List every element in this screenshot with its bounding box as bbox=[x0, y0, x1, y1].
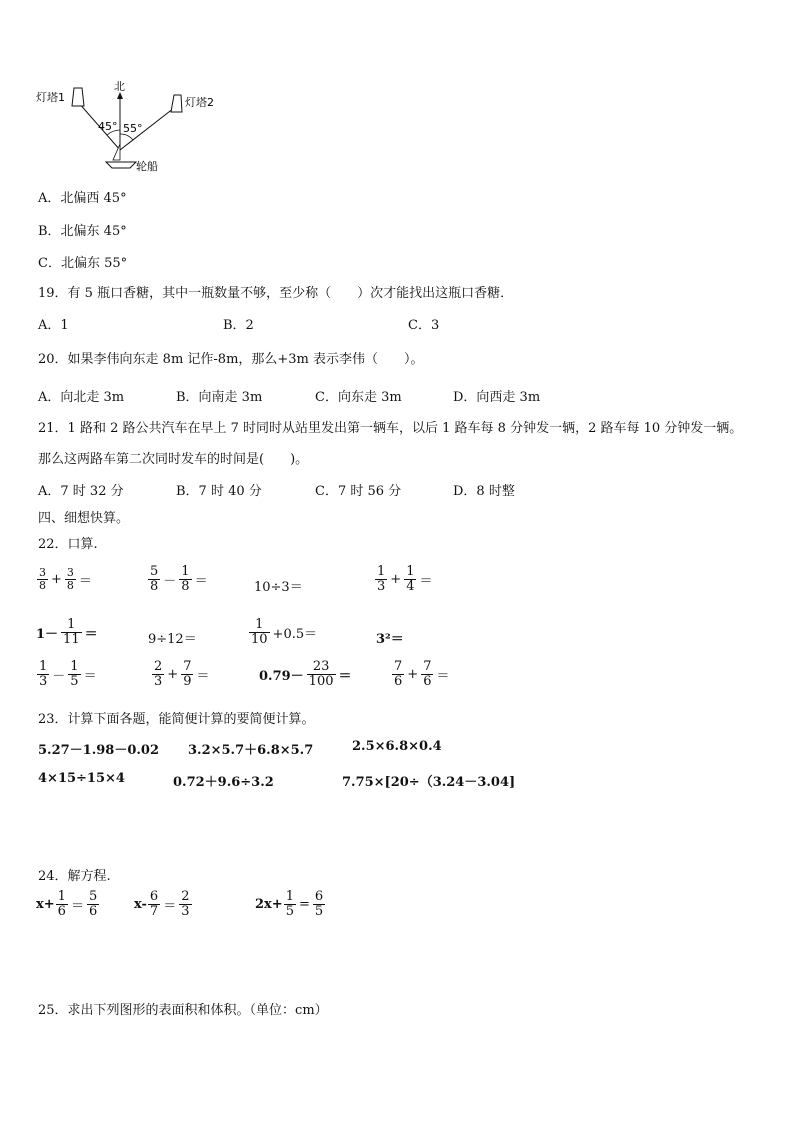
lighthouse1-label: 灯塔1 bbox=[36, 91, 65, 104]
q19-option-a: A．1 bbox=[38, 318, 69, 333]
fraction: $\frac{1}{10}$ bbox=[251, 617, 268, 647]
q20-option-b: B．向南走 3m bbox=[176, 390, 263, 405]
ship-hull-icon bbox=[106, 162, 136, 168]
q24-eq1: x+ $\frac{1}{6}$ ＝ $\frac{5}{6}$ bbox=[36, 889, 98, 919]
fraction: $\frac{1}{11}$ bbox=[63, 617, 80, 647]
q23-r1-c: 2.5×6.8×0.4 bbox=[352, 739, 442, 754]
q23-r1-b: 3.2×5.7＋6.8×5.7 bbox=[188, 743, 314, 758]
q25-title: 25．求出下列图形的表面积和体积。（单位：cm） bbox=[38, 1003, 328, 1018]
fraction: $\frac{1}{3}$ bbox=[39, 659, 48, 689]
q21-text-line2: 那么这两路车第二次同时发车的时间是( )。 bbox=[38, 452, 309, 467]
fraction: $\frac{2}{3}$ bbox=[181, 889, 190, 919]
q19-option-b: B．2 bbox=[223, 318, 254, 333]
fraction: $\frac{1}{4}$ bbox=[406, 564, 415, 594]
q22-r3-b: $\frac{2}{3}$ + $\frac{7}{9}$ ＝ bbox=[154, 659, 210, 689]
q18-option-c: C．北偏东 55° bbox=[38, 256, 128, 271]
ship-label: 轮船 bbox=[136, 160, 158, 173]
fraction: $\frac{1}{3}$ bbox=[377, 564, 386, 594]
q21-option-a: A．7 时 32 分 bbox=[38, 484, 124, 499]
q20-text: 20．如果李伟向东走 8m 记作-8m，那么+3m 表示李伟（ ）。 bbox=[38, 352, 424, 367]
angle-label-55: 55° bbox=[123, 122, 143, 135]
q23-r2-a: 4×15÷15×4 bbox=[38, 771, 125, 786]
fraction: $\frac{1}{5}$ bbox=[285, 889, 294, 919]
q22-r1-a: $\frac{3}{8}$ + $\frac{3}{8}$ ＝ bbox=[39, 566, 92, 592]
fraction: $\frac{7}{9}$ bbox=[183, 659, 192, 689]
q18-option-b: B．北偏东 45° bbox=[38, 224, 127, 239]
fraction: $\frac{6}{5}$ bbox=[314, 889, 324, 919]
lighthouse1-icon bbox=[72, 88, 84, 106]
q22-r1-d: $\frac{1}{3}$ + $\frac{1}{4}$ ＝ bbox=[377, 564, 433, 594]
q22-r2-a: 1－ $\frac{1}{11}$ ＝ bbox=[36, 617, 98, 647]
q20-option-c: C．向东走 3m bbox=[315, 390, 402, 405]
q22-r2-b: 9÷12＝ bbox=[148, 632, 197, 647]
fraction: $\frac{23}{100}$ bbox=[308, 659, 334, 689]
q22-r2-c: $\frac{1}{10}$ +0.5＝ bbox=[251, 617, 318, 647]
q22-r2-d: 3²＝ bbox=[376, 632, 404, 647]
lighthouse2-label: 灯塔2 bbox=[185, 96, 214, 109]
q21-option-b: B．7 时 40 分 bbox=[176, 484, 262, 499]
q20-option-d: D．向西走 3m bbox=[453, 390, 541, 405]
fraction: $\frac{5}{6}$ bbox=[88, 889, 98, 919]
q20-option-a: A．向北走 3m bbox=[38, 390, 125, 405]
q22-r3-c: 0.79－ $\frac{23}{100}$ ＝ bbox=[259, 659, 352, 689]
q22-r3-d: $\frac{7}{6}$ + $\frac{7}{6}$ ＝ bbox=[394, 659, 450, 689]
fraction: $\frac{2}{3}$ bbox=[154, 659, 163, 689]
fraction: $\frac{5}{8}$ bbox=[150, 564, 159, 594]
q22-r1-b: $\frac{5}{8}$ － $\frac{1}{8}$ ＝ bbox=[150, 564, 208, 594]
q19-option-c: C．3 bbox=[408, 318, 440, 333]
q23-r1-a: 5.27－1.98－0.02 bbox=[38, 743, 159, 758]
q23-r2-b: 0.72＋9.6÷3.2 bbox=[173, 775, 274, 790]
fraction: $\frac{1}{8}$ bbox=[181, 564, 190, 594]
q21-option-c: C．7 时 56 分 bbox=[315, 484, 402, 499]
fraction: $\frac{6}{7}$ bbox=[149, 889, 159, 919]
q22-r1-c: 10÷3＝ bbox=[254, 580, 303, 595]
fraction: $\frac{3}{8}$ bbox=[39, 566, 46, 592]
q24-title: 24．解方程. bbox=[38, 869, 111, 884]
fraction: $\frac{7}{6}$ bbox=[394, 659, 403, 689]
lighthouse2-icon bbox=[171, 95, 182, 112]
q23-title: 23．计算下面各题，能简便计算的要简便计算。 bbox=[38, 712, 315, 727]
q24-eq3: 2x+ $\frac{1}{5}$ = $\frac{6}{5}$ bbox=[255, 889, 324, 919]
fraction: $\frac{1}{5}$ bbox=[70, 659, 79, 689]
q23-r2-c: 7.75×[20÷（3.24－3.04] bbox=[342, 775, 516, 790]
fraction: $\frac{3}{8}$ bbox=[66, 566, 74, 592]
north-label: 北 bbox=[114, 80, 125, 93]
q22-title: 22．口算. bbox=[38, 537, 98, 552]
section-4-heading: 四、细想快算。 bbox=[38, 511, 130, 526]
fraction: $\frac{1}{6}$ bbox=[57, 889, 66, 919]
q21-option-d: D．8 时整 bbox=[453, 484, 515, 499]
q24-eq2: x- $\frac{6}{7}$ ＝ $\frac{2}{3}$ bbox=[134, 889, 190, 919]
direction-figure bbox=[34, 78, 234, 178]
angle-label-45: 45° bbox=[98, 120, 118, 133]
north-arrow-icon bbox=[117, 92, 123, 99]
fraction: $\frac{7}{6}$ bbox=[423, 659, 432, 689]
q18-option-a: A．北偏西 45° bbox=[38, 191, 127, 206]
q19-text: 19．有 5 瓶口香糖，其中一瓶数量不够，至少称（ ）次才能找出这瓶口香糖． bbox=[38, 286, 514, 301]
q21-text-line1: 21．1 路和 2 路公共汽车在早上 7 时同时从站里发出第一辆车，以后 1 路车每 8 分钟发一辆，2 路车每 10 分钟发一辆。 bbox=[38, 421, 743, 436]
q22-r3-a: $\frac{1}{3}$ － $\frac{1}{5}$ ＝ bbox=[39, 659, 97, 689]
